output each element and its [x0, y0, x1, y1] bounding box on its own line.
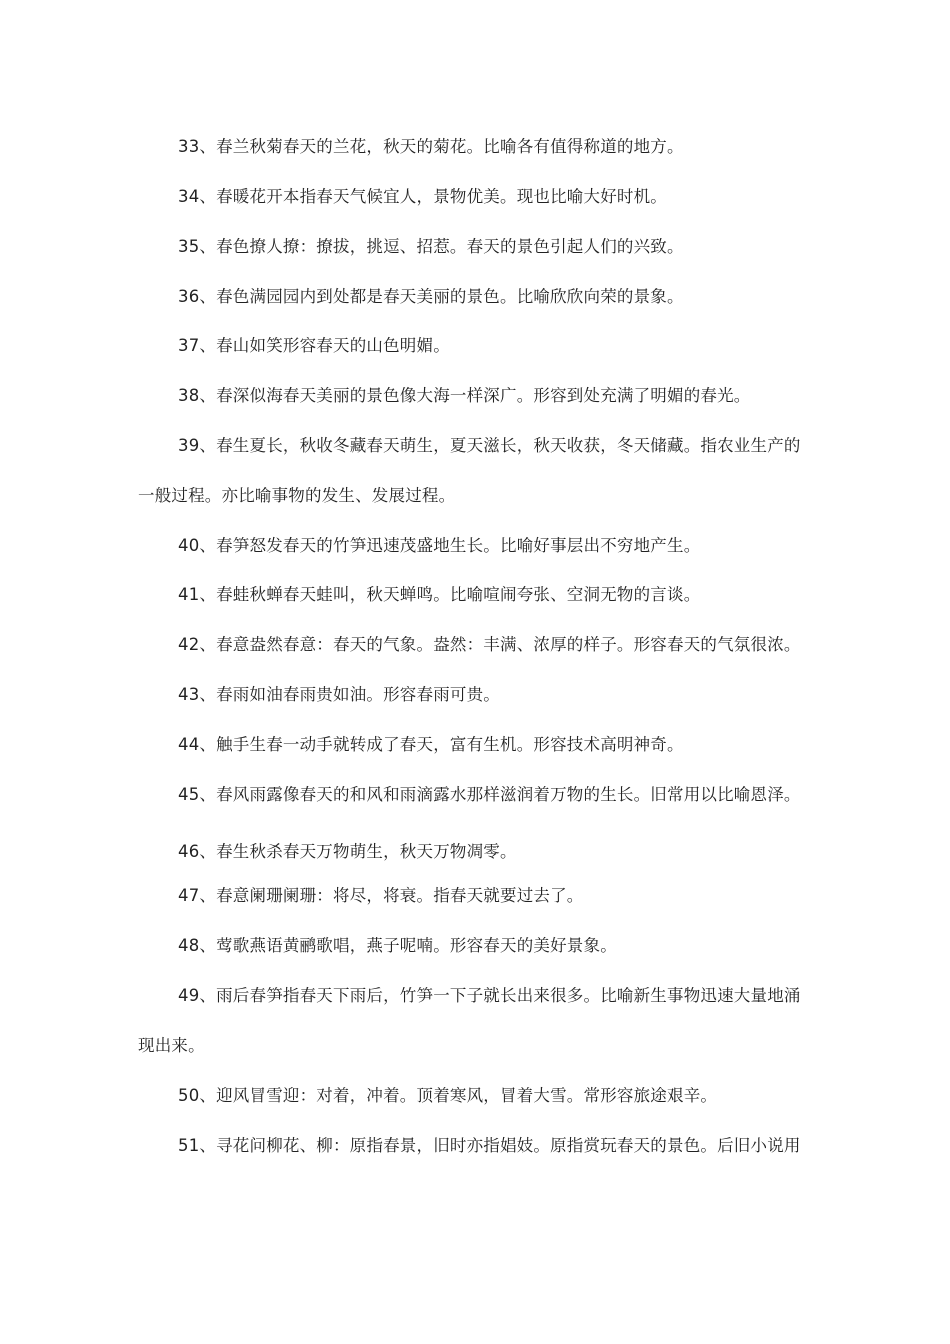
entry-text: 、莺歌燕语黄鹂歌唱，燕子呢喃。形容春天的美好景象。 [199, 936, 617, 955]
entry-number: 46 [178, 842, 200, 861]
entry-number: 33 [178, 137, 200, 156]
entry-46 [178, 840, 517, 864]
entry-number: 36 [178, 287, 200, 306]
entry-text: 、触手生春一动手就转成了春天，富有生机。形容技术高明神奇。 [199, 735, 684, 754]
entry-number: 43 [178, 685, 200, 704]
entry-48 [178, 934, 617, 958]
entry-number: 45 [178, 785, 200, 804]
entry-45 [178, 783, 801, 807]
entry-number: 44 [178, 735, 200, 754]
entry-42 [178, 633, 801, 657]
entry-51 [178, 1134, 801, 1158]
entry-text: 、春笋怒发春天的竹笋迅速茂盛地生长。比喻好事层出不穷地产生。 [199, 536, 701, 555]
entry-number: 34 [178, 187, 200, 206]
entry-41 [178, 583, 700, 607]
entry-text: 、春蛙秋蝉春天蛙叫，秋天蝉鸣。比喻喧闹夸张、空洞无物的言谈。 [199, 585, 701, 604]
entry-50 [178, 1084, 717, 1108]
entry-44 [178, 733, 684, 757]
entry-number: 37 [178, 336, 200, 355]
entry-text: 、春色撩人撩：撩拔，挑逗、招惹。春天的景色引起人们的兴致。 [199, 237, 684, 256]
entry-text: 、雨后春笋指春天下雨后，竹笋一下子就长出来很多。比喻新生事物迅速大量地涌 [199, 986, 801, 1005]
entry-text: 、春色满园园内到处都是春天美丽的景色。比喻欣欣向荣的景象。 [199, 287, 684, 306]
entry-text: 、春风雨露像春天的和风和雨滴露水那样滋润着万物的生长。旧常用以比喻恩泽。 [199, 785, 801, 804]
entry-33 [178, 135, 684, 159]
entry-text: 、春生秋杀春天万物萌生，秋天万物凋零。 [199, 842, 517, 861]
entry-number: 51 [178, 1136, 200, 1155]
entry-39-continuation: 一般过程。亦比喻事物的发生、发展过程。 [138, 486, 456, 505]
entry-number: 39 [178, 436, 200, 455]
entry-number: 47 [178, 886, 200, 905]
entry-text: 、春意阑珊阑珊：将尽，将衰。指春天就要过去了。 [199, 886, 584, 905]
entry-34 [178, 185, 667, 209]
entry-text: 、春深似海春天美丽的景色像大海一样深广。形容到处充满了明媚的春光。 [199, 386, 751, 405]
entry-text: 、春意盎然春意：春天的气象。盎然：丰满、浓厚的样子。形容春天的气氛很浓。 [199, 635, 801, 654]
entry-49 [178, 984, 801, 1008]
entry-number: 50 [178, 1086, 200, 1105]
entry-text: 、寻花问柳花、柳：原指春景，旧时亦指娼妓。原指赏玩春天的景色。后旧小说用 [199, 1136, 801, 1155]
entry-37 [178, 334, 450, 358]
entry-text: 、春山如笑形容春天的山色明媚。 [199, 336, 450, 355]
entry-36 [178, 285, 684, 309]
entry-43 [178, 683, 500, 707]
entry-38 [178, 384, 751, 408]
entry-35 [178, 235, 684, 259]
entry-number: 40 [178, 536, 200, 555]
entry-text: 、春雨如油春雨贵如油。形容春雨可贵。 [199, 685, 501, 704]
entry-text: 、春生夏长，秋收冬藏春天萌生，夏天滋长，秋天收获，冬天储藏。指农业生产的 [199, 436, 801, 455]
entry-39 [178, 434, 801, 458]
entry-number: 42 [178, 635, 200, 654]
entry-49-continuation: 现出来。 [138, 1036, 205, 1055]
entry-47 [178, 884, 584, 908]
entry-number: 41 [178, 585, 200, 604]
entry-number: 38 [178, 386, 200, 405]
entry-text: 、春暖花开本指春天气候宜人，景物优美。现也比喻大好时机。 [199, 187, 668, 206]
entry-number: 49 [178, 986, 200, 1005]
entry-text: 、春兰秋菊春天的兰花，秋天的菊花。比喻各有值得称道的地方。 [199, 137, 684, 156]
entry-number: 48 [178, 936, 200, 955]
entry-text: 、迎风冒雪迎：对着，冲着。顶着寒风，冒着大雪。常形容旅途艰辛。 [199, 1086, 718, 1105]
entry-40 [178, 534, 700, 558]
entry-number: 35 [178, 237, 200, 256]
